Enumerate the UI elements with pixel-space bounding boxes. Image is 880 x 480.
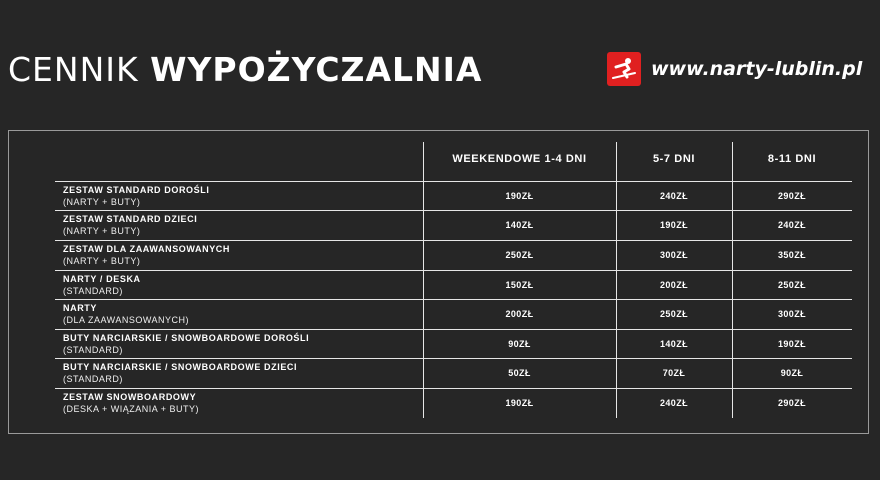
column-header-5-7-days: 5-7 DNI: [652, 153, 696, 165]
price-8-11-days: 300ZŁ: [777, 309, 806, 319]
price-weekend: 140ZŁ: [505, 220, 534, 230]
price-5-7-days: 200ZŁ: [659, 280, 688, 290]
price-weekend: 200ZŁ: [505, 309, 534, 319]
table-row: [0, 241, 880, 270]
website-link[interactable]: www.narty-lublin.pl: [651, 58, 863, 80]
price-8-11-days: 250ZŁ: [777, 280, 806, 290]
table-row: [0, 359, 880, 388]
price-5-7-days: 140ZŁ: [659, 339, 688, 349]
price-weekend: 150ZŁ: [505, 280, 534, 290]
price-5-7-days: 240ZŁ: [659, 191, 688, 201]
item-description: (NARTY + BUTY): [63, 256, 141, 266]
title-light: CENNIK: [8, 50, 139, 89]
title-bold: WYPOŻYCZALNIA: [150, 50, 483, 89]
item-name: ZESTAW STANDARD DZIECI: [63, 214, 198, 224]
price-weekend: 190ZŁ: [505, 191, 534, 201]
skier-icon: [607, 52, 641, 86]
price-weekend: 250ZŁ: [505, 250, 534, 260]
price-5-7-days: 300ZŁ: [659, 250, 688, 260]
price-weekend: 90ZŁ: [508, 339, 531, 349]
price-5-7-days: 70ZŁ: [662, 368, 686, 378]
table-row: [0, 389, 880, 418]
price-8-11-days: 90ZŁ: [780, 368, 804, 378]
item-name: NARTY: [63, 303, 97, 313]
column-header-weekend: WEEKENDOWE 1-4 DNI: [452, 153, 587, 165]
page-title: [8, 50, 482, 89]
price-8-11-days: 240ZŁ: [777, 220, 806, 230]
price-8-11-days: 290ZŁ: [777, 398, 806, 408]
table-row: [0, 182, 880, 211]
table-row: [0, 211, 880, 240]
item-description: (NARTY + BUTY): [63, 226, 141, 236]
item-description: (DLA ZAAWANSOWANYCH): [63, 315, 190, 325]
price-weekend: 50ZŁ: [508, 368, 531, 378]
item-name: ZESTAW SNOWBOARDOWY: [63, 392, 197, 402]
table-row: [0, 330, 880, 359]
item-name: ZESTAW DLA ZAAWANSOWANYCH: [63, 244, 230, 254]
price-8-11-days: 290ZŁ: [777, 191, 806, 201]
price-5-7-days: 190ZŁ: [659, 220, 688, 230]
item-description: (DESKA + WIĄZANIA + BUTY): [63, 404, 200, 414]
price-5-7-days: 250ZŁ: [659, 309, 688, 319]
brand: [607, 52, 862, 86]
table-row: [0, 271, 880, 300]
column-header-8-11-days: 8-11 DNI: [767, 153, 817, 165]
price-weekend: 190ZŁ: [505, 398, 534, 408]
item-name: BUTY NARCIARSKIE / SNOWBOARDOWE DZIECI: [63, 362, 298, 372]
item-name: ZESTAW STANDARD DOROŚLI: [63, 185, 210, 195]
item-name: NARTY / DESKA: [63, 274, 141, 284]
table-row: [0, 300, 880, 329]
price-8-11-days: 350ZŁ: [777, 250, 806, 260]
item-description: (STANDARD): [63, 345, 123, 355]
price-8-11-days: 190ZŁ: [777, 339, 806, 349]
item-description: (NARTY + BUTY): [63, 197, 141, 207]
item-name: BUTY NARCIARSKIE / SNOWBOARDOWE DOROŚLI: [63, 333, 310, 343]
price-5-7-days: 240ZŁ: [659, 398, 688, 408]
item-description: (STANDARD): [63, 374, 123, 384]
item-description: (STANDARD): [63, 286, 123, 296]
